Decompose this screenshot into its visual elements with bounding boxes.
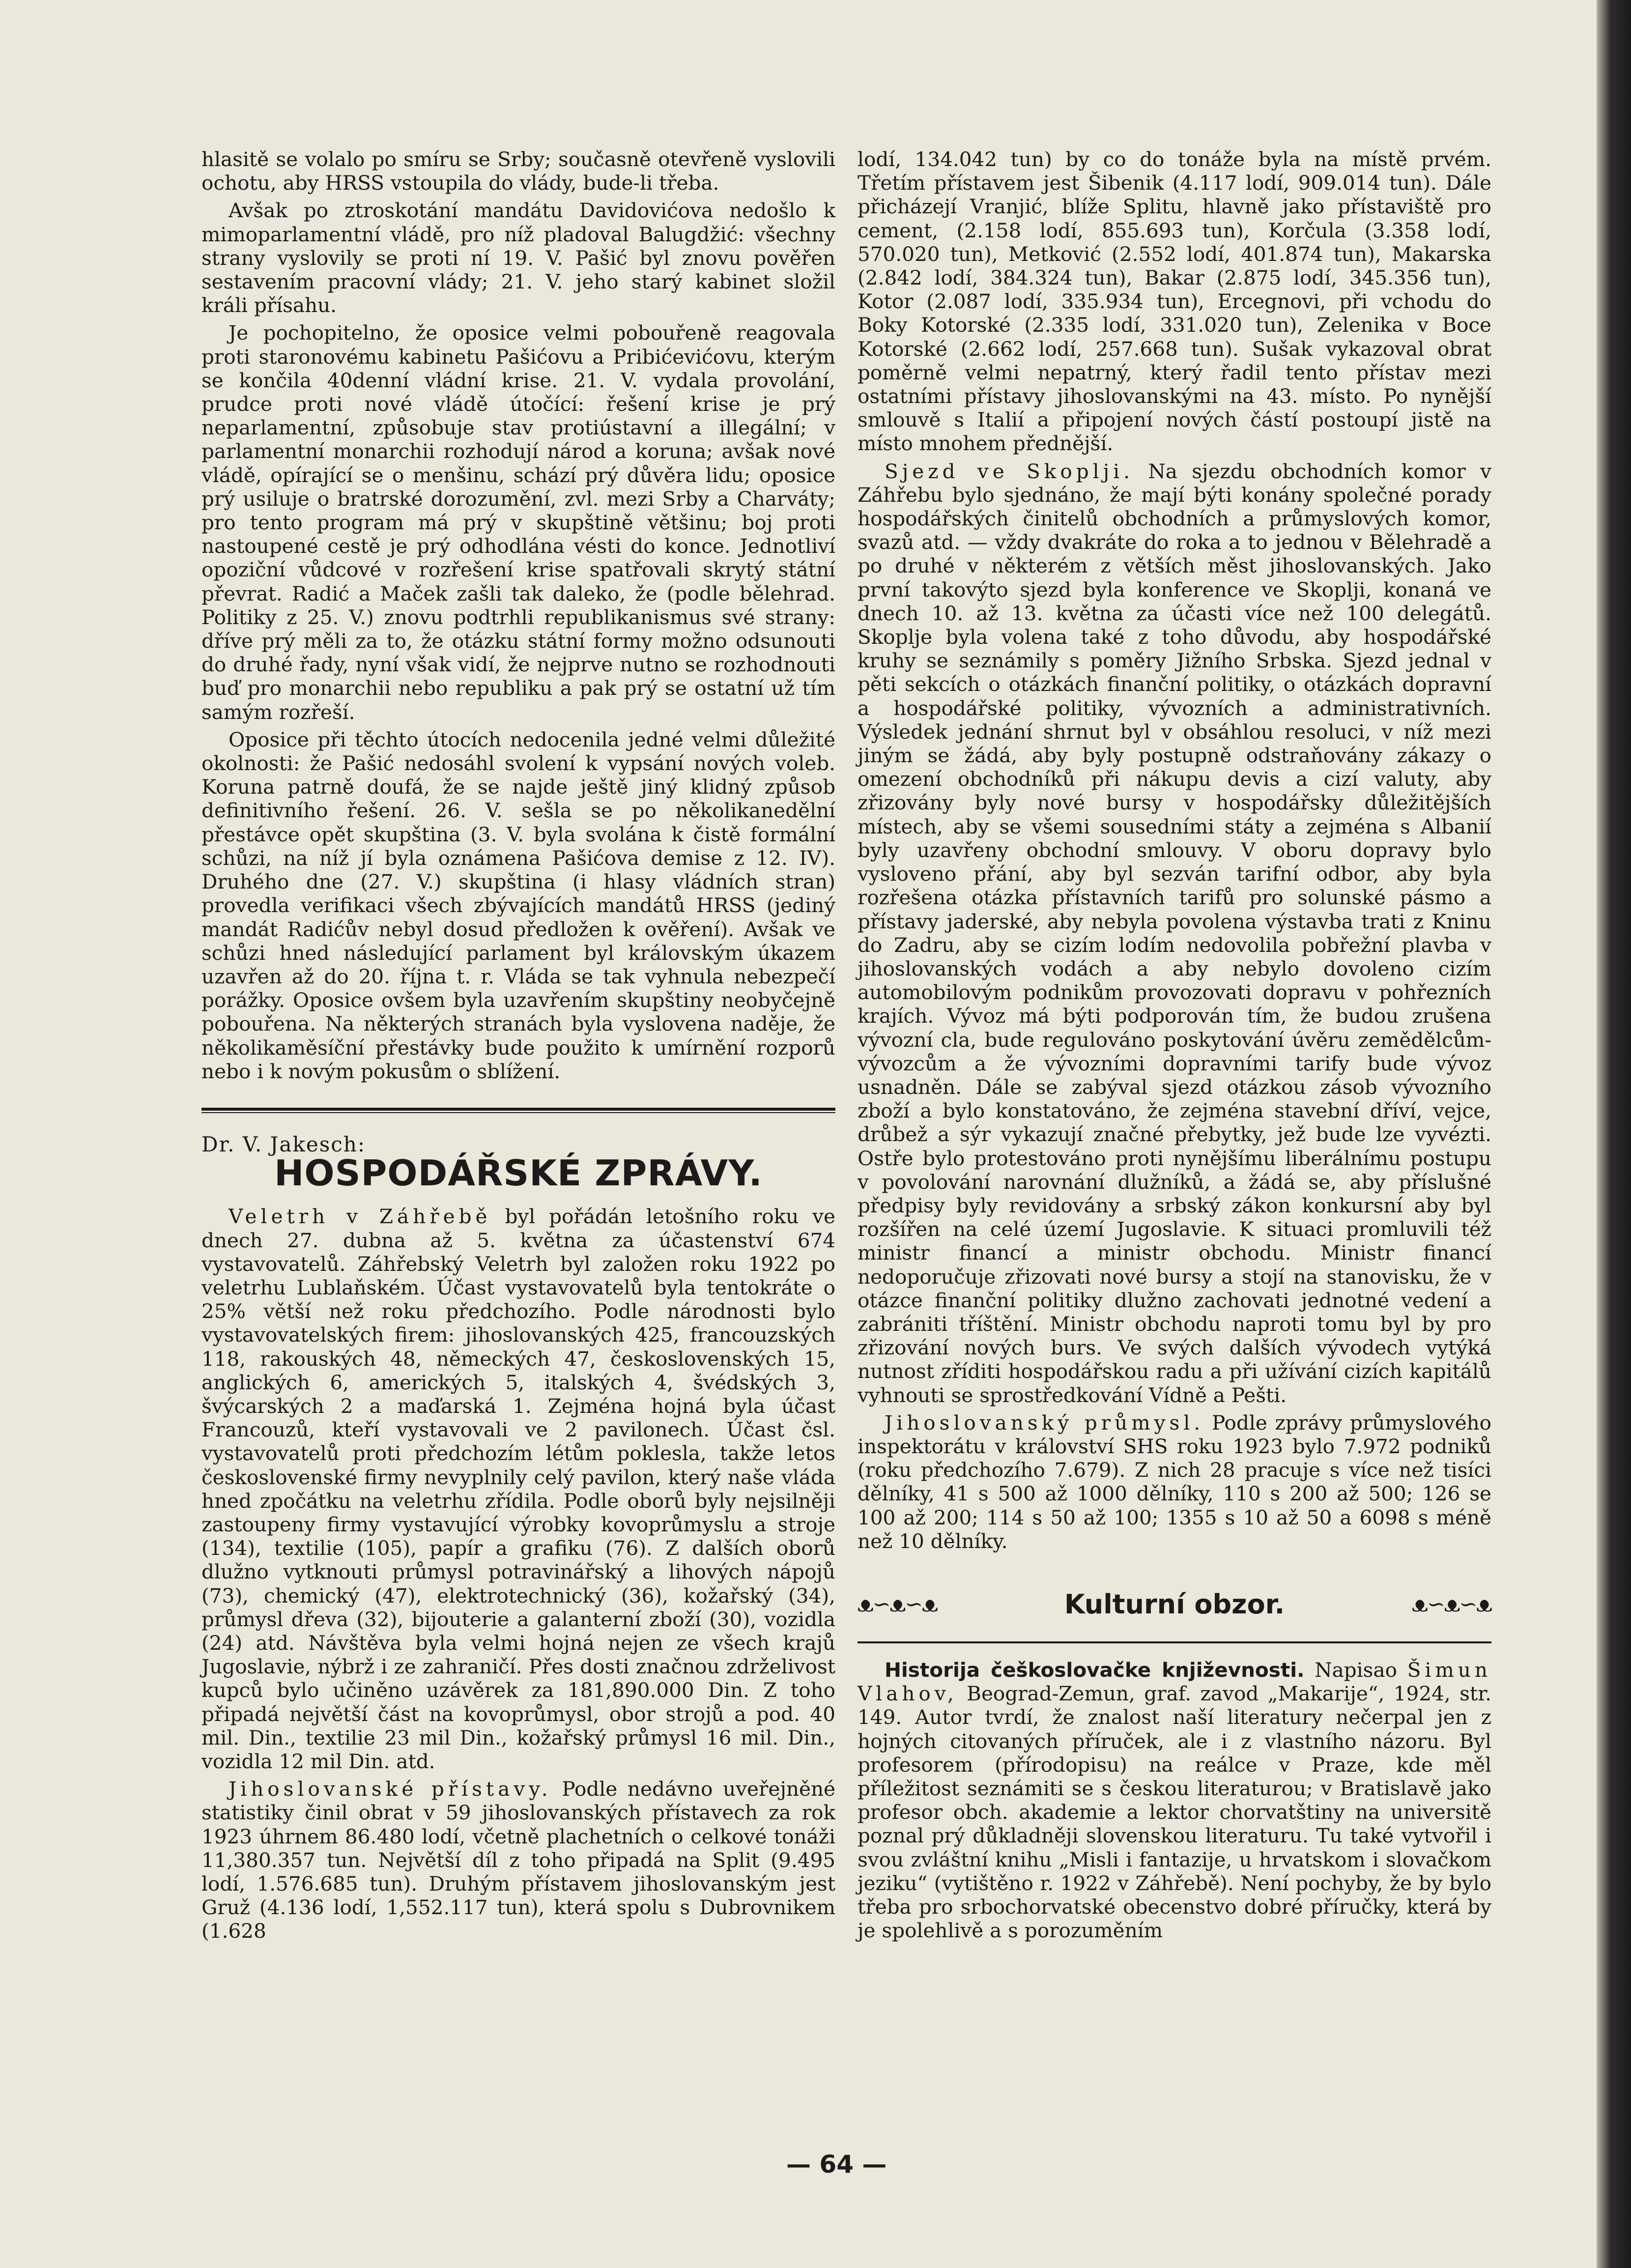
paragraph <box>858 1658 1491 1942</box>
page-number: — 64 — <box>786 2150 887 2179</box>
paragraph: Je pochopitelno, že oposice velmi pobouřeně reagovala proti staronovému kabinetu Pašićovu a Pribićevićovu, kterým se končila 40denní vládní krise. 21. V. vydala provolání, prudce proti nové vládě útočící: řešení krise je prý neparlamentní, způsobuje stav protiústavní a illegální; v parlamentní monarchii rozhodují národ a koruna; avšak nové vládě, opírající se o menšinu, schází prý důvěra lidu; oposice prý usiluje o bratrské dorozumění, zvl. mezi Srby a Charváty; pro tento program má prý v skupštině většinu; boj proti nastoupené cestě je prý odhodlána vésti do konce. Jednotliví opoziční vůdcové v rozřešení krise spatřovali skrytý státní převrat. Radić a Maček zašli tak daleko, že (podle bělehrad. Politiky z 25. V.) znovu podtrhli republikanismus své strany: dříve prý měli za to, že otázku státní formy možno odsunouti do druhé řady, nyní však vidí, že nejprve nutno se rozhodnouti buď pro monarchii nebo republiku a pak prý se ostatní už tím samým rozřeší. <box>201 321 835 724</box>
ornament-right-icon: ᴥ∽ᴥ∽ᴥ <box>1412 1591 1491 1617</box>
book-author: Šimun Vlahov, <box>858 1658 1491 1706</box>
paragraph: hlasitě se volalo po smíru se Srby; současně otevřeně vyslovili ochotu, aby HRSS vstoupila do vlády, bude-li třeba. <box>201 147 835 195</box>
paragraph: Avšak po ztroskotání mandátu Davidovićova nedošlo k mimoparlamentní vládě, pro níž pladoval Balugdžić: všechny strany vyslovily se proti ní 19. V. Pašić byl znovu pověřen sestavením pracovní vlády; 21. V. jeho starý kabinet složil králi přísahu. <box>201 199 835 317</box>
paragraph-body: Na sjezdu obchodních komor v Záhřebu bylo sjednáno, že mají býti konány společné porady hospodářských činitelů obchodních a průmyslových komor, svazů atd. — vždy dvakráte do roka a to jednou v Bělehradě a po druhé v některém z větších měst jihoslovanských. Jako první takovýto sjezd byla konference ve Skoplji, konaná ve dnech 10. až 13. května za účasti více než 100 delegátů. Skoplje byla volena také z toho důvodu, aby hospodářské kruhy se seznámily s poměry Jižního Srbska. Sjezd jednal v pěti sekcích o otázkách finanční politiky, o otázkách dopravní a hospodářské politiky, vývozních a administrativních. Výsledek jednání shrnut byl v obsáhlou resoluci, v níž mezi jiným se žádá, aby byly postupně odstraňovány zákazy o omezení obchodníků při nákupu devis a cizí valuty, aby zřizovány byly nové bursy v hospodářsky důležitějších místech, aby se všemi sousedními státy a zejména s Albanií byly uzavřeny obchodní smlouvy. V oboru dopravy bylo vysloveno přání, aby byl sezván tarifní odbor, aby byla rozřešena otázka přístavních tarifů pro solunské pásmo a přístavy jaderské, aby nebyla povolena výstavba trati z Kninu do Zadru, aby se cizím lodím nedovolila pobřežní plavba v jihoslovanských vodách a aby nebylo dovoleno cizím automobilovým podnikům provozovati dopravu v pohřezních krajích. Vývoz má býti podporován tím, že budou zrušena vývozní cla, bude regulováno poskytování úvěru zemědělcům-vývozcům a že vývozními dopravními tarify bude vývoz usnadněn. Dále se zabýval sjezd otázkou zásob vývozního zboží a bylo konstatováno, že zejména stavební dříví, vejce, drůbež a sýr vykazují značné přebytky, jež bude lze vyvézti. Ostře bylo protestováno proti nynějšímu liberálnímu postupu v povolování narovnání dlužníků, a žádá se, aby příslušné předpisy byly revidovány a srbský zákon konkursní aby byl rozšířen na celé území Jugoslavie. K situaci promluvili též ministr financí a ministr obchodu. Ministr financí nedoporučuje zřizovati nové bursy a stojí na stanovisku, že v otázce finanční politiky dlužno zachovati jednotné vedení a zabrániti tříštění. Ministr obchodu naproti tomu byl by pro zřizování nových burs. Ve svých dalších vývodech vytýká nutnost zříditi hospodářskou radu a při užívání cizích kapitálů vyhnouti se sprostředkování Vídně a Pešti. <box>858 459 1492 1407</box>
paragraph <box>201 1777 835 1943</box>
paragraph <box>201 1205 835 1773</box>
paragraph-body: Napisao <box>1304 1658 1407 1682</box>
paragraph-lead: Jihoslovanský průmysl. <box>885 1410 1204 1435</box>
paragraph <box>858 1411 1491 1553</box>
paragraph-lead: Jihoslovanské přístavy. <box>229 1777 552 1801</box>
paragraph-lead: Veletrh v Záhřebě <box>229 1205 491 1229</box>
paragraph-body: byl pořádán letošního roku ve dnech 27. dubna až 5. května za účastenství 674 vystavovatelů. Záhřebský Veletrh byl založen roku 1922 po veletrhu Lublaňském. Účast vystavovatelů byla tentokráte o 25% větší než roku předchozího. Podle národnosti bylo vystavovatelských firem: jihoslovanských 425, francouzských 118, rakouských 48, německých 47, československých 15, anglických 6, amerických 5, italských 4, švédských 3, švýcarských 2 a maďarská 1. Zejména hojná byla účast Francouzů, kteří vystavovali ve 2 pavilonech. Účast čsl. vystavovatelů proti předchozím létům poklesla, takže letos československé firmy nevyplnily celý pavilon, který naše vláda hned zpočátku na veletrhu zřídila. Podle oborů byly nejsilněji zastoupeny firmy vystavující výrobky kovoprůmyslu a stroje (134), textilie (105), papír a grafiku (76). Z dalších oborů dlužno vytknouti průmysl potravinářský a lihových nápojů (73), chemický (47), elektrotechnický (36), kožařský (34), průmysl dřeva (32), bijouterie a galanterní zboží (30), vozidla (24) atd. Návštěva byla velmi hojná nejen ze všech krajů Jugoslavie, nýbrž i ze zahraničí. Přes dosti značnou zdrželivost kupců bylo učiněno uzávěrek za 181,890.000 Din. Z toho připadá největší část na kovoprůmysl, obor strojů a pod. 40 mil. Din., textilie 23 mil Din., kožařský průmysl 16 mil. Din., vozidla 12 mil Din. atd. <box>201 1205 836 1773</box>
paragraph: Oposice při těchto útocích nedocenila jedné velmi důležité okolnosti: že Pašić nedosáhl svolení k vypsání nových voleb. Koruna patrně doufá, že se najde ještě jiný klidný způsob definitivního řešení. 26. V. sešla se po několikanedělní přestávce opět skupština (3. V. byla svolána k čistě formální schůzi, na níž jí byla oznámena Pašićova demise z 12. IV). Druhého dne (27. V.) skupština (i hlasy vládních stran) provedla verifikaci všech zbývajících mandátů HRSS (jediný mandát Radićův nebyl dosud předložen k ověření). Avšak ve schůzi hned následující parlament byl královským úkazem uzavřen až do 20. října t. r. Vláda se tak vyhnula nebezpečí porážky. Oposice ovšem byla uzavřením skupštiny neobyčejně pobouřena. Na některých stranách byla vyslovena naděje, že několikaměsíční přestávky bude použito k umírnění rozporů nebo i k novým pokusům o sblížení. <box>201 727 835 1083</box>
paragraph <box>858 459 1491 1407</box>
page-edge-shadow <box>1597 0 1631 2268</box>
right-column <box>858 147 1491 1942</box>
article-headline: HOSPODÁŘSKÉ ZPRÁVY. <box>274 1152 763 1194</box>
paragraph-body: Podle nedávno uveřejněné statistiky činil obrat v 59 jihoslovanských přístavech za rok 1923 úhrnem 86.480 lodí, včetně plachetních o celkové tonáži 11,380.357 tun. Největší díl z toho připadá na Split (9.495 lodí, 1.576.685 tun). Druhým přístavem jihoslovanským jest Gruž (4.136 lodí, 1,552.117 tun), která spolu s Dubrovnikem (1.628 <box>201 1777 836 1943</box>
book-title: Historija češkoslovačke književnosti. <box>885 1658 1305 1682</box>
left-column <box>201 147 835 1943</box>
paragraph-body: Beograd-Zemun, graf. zavod „Makarije“, 1924, str. 149. Autor tvrdí, že znalost naší literatury nečerpal jen z hojných citovaných příruček, ale i z vlastního názoru. Byl profesorem (přírodopisu) na reálce v Praze, kde měl příležitost seznámiti se s českou literaturou; v Bratislavě jako profesor obch. akademie a lektor chorvatštiny na universitě poznal prý důkladněji slovenskou literaturu. Tu také vytvořil i svou zvláštní knihu „Misli i fantazije, u hrvatskom i slovačkom jeziku“ (vytištěno r. 1922 v Záhřebě). Není pochyby, že by bylo třeba pro srbochorvatské obecenstvo dobré příručky, která by je spolehlivě a s porozuměním <box>858 1682 1491 1943</box>
paragraph: lodí, 134.042 tun) by co do tonáže byla na místě prvém. Třetím přístavem jest Šibenik (4.117 lodí, 909.014 tun). Dále přicházejí Vranjić, blíže Splitu, hlavně jako přístaviště pro cement, (2.158 lodí, 855.693 tun), Korčula (3.358 lodí, 570.020 tun), Metković (2.552 lodí, 401.874 tun), Makarska (2.842 lodí, 384.324 tun), Bakar (2.875 lodí, 345.356 tun), Kotor (2.087 lodí, 335.934 tun), Ercegnovi, při vchodu do Boky Kotorské (2.335 lodí, 331.020 tun), Zelenika v Boce Kotorské (2.662 lodí, 257.668 tun). Sušak vykazoval obrat poměrně velmi nepatrný, který řadil tento přístav mezi ostatními přístavy jihoslovanskými na 43. místo. Po nynější smlouvě s Italií a připojení nových částí postoupí jistě na místo mnohem přednější. <box>858 147 1491 456</box>
section-divider <box>201 1108 835 1113</box>
section-divider <box>858 1641 1491 1643</box>
section-title: Kulturní obzor. <box>1064 1588 1285 1620</box>
paragraph-lead: Sjezd ve Skoplji. <box>885 459 1134 483</box>
section-banner <box>858 1587 1491 1622</box>
ornament-left-icon: ᴥ∽ᴥ∽ᴥ <box>858 1591 937 1617</box>
paragraph-body: Podle zprávy průmyslového inspektorátu v království SHS roku 1923 bylo 7.972 podniků (roku předchozího 7.679). Z nich 28 pracuje s více než tisíci dělníky, 41 s 500 až 1000 dělníky, 110 s 200 až 500; 126 se 100 až 200; 114 s 50 až 100; 1355 s 10 až 50 a 6098 s méně než 10 dělníky. <box>858 1410 1491 1553</box>
article-author: Dr. V. Jakesch: <box>201 1132 366 1156</box>
